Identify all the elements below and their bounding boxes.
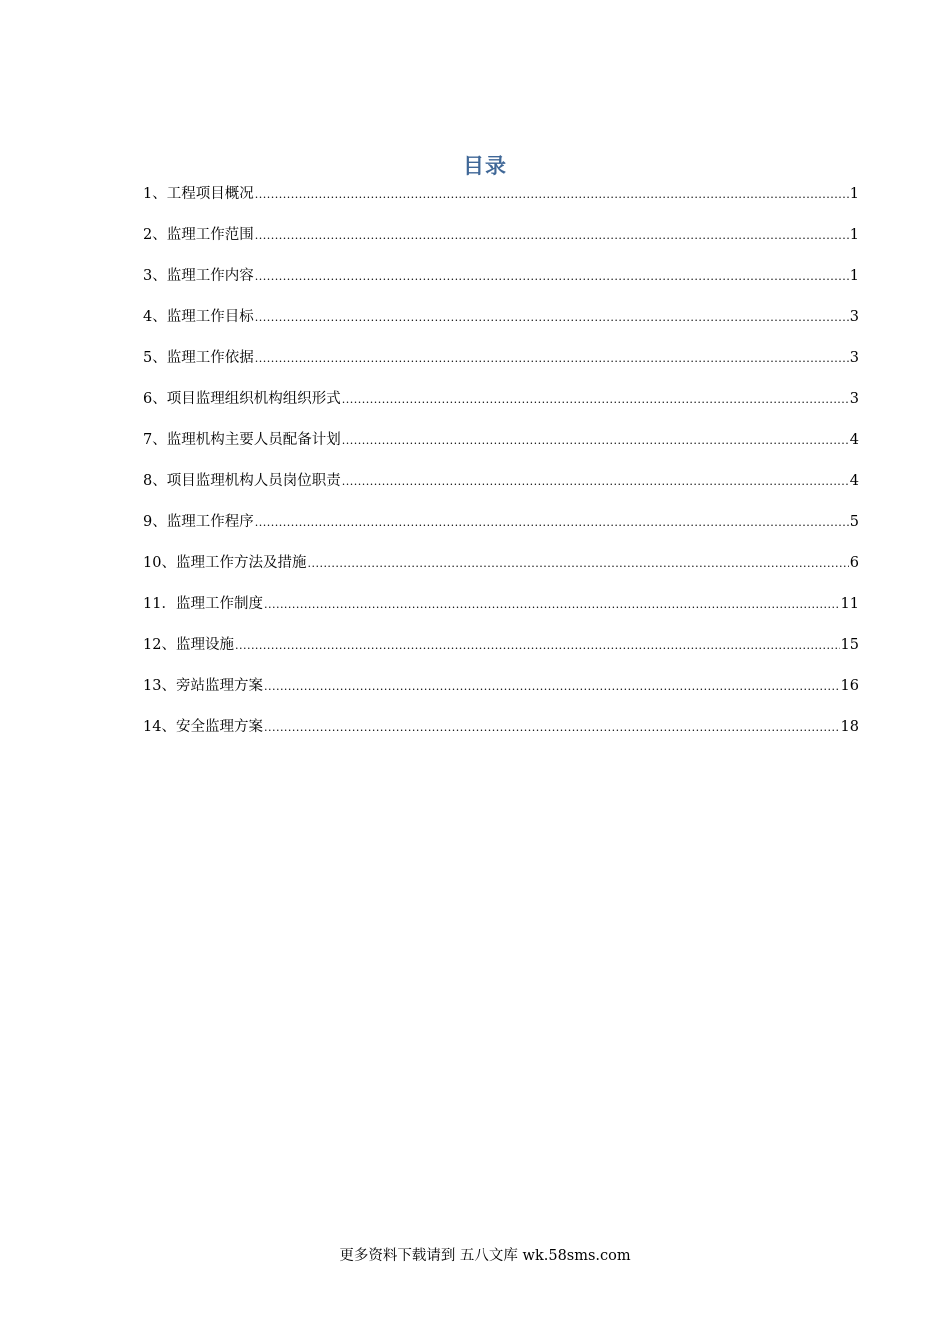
toc-entry-label: 12、监理设施 <box>143 637 234 653</box>
toc-dot-leader <box>264 675 840 699</box>
toc-entry-page: 3 <box>849 350 859 366</box>
toc-dot-leader <box>264 716 840 740</box>
toc-entry-label: 11．监理工作制度 <box>143 596 263 612</box>
toc-entry[interactable] <box>143 264 859 305</box>
toc-entry-label: 6、项目监理组织机构组织形式 <box>143 391 341 407</box>
toc-entry[interactable] <box>143 469 859 510</box>
toc-entry-page: 5 <box>849 514 859 530</box>
toc-entry-label: 9、监理工作程序 <box>143 514 254 530</box>
toc-entry-label: 7、监理机构主要人员配备计划 <box>143 432 341 448</box>
toc-dot-leader <box>342 429 849 453</box>
toc-dot-leader <box>342 470 849 494</box>
toc-entry-label: 2、监理工作范围 <box>143 227 254 243</box>
toc-entry-label: 8、项目监理机构人员岗位职责 <box>143 473 341 489</box>
toc-entry-label: 13、旁站监理方案 <box>143 678 263 694</box>
toc-title: 目录 <box>463 154 507 178</box>
toc-dot-leader <box>235 634 840 658</box>
toc-entry[interactable] <box>143 346 859 387</box>
toc-entry[interactable] <box>143 223 859 264</box>
toc-entry-page: 3 <box>849 391 859 407</box>
toc-entry-page: 15 <box>840 637 859 653</box>
toc-dot-leader <box>255 347 849 371</box>
toc-entry[interactable] <box>143 305 859 346</box>
toc-entry-label: 1、工程项目概况 <box>143 186 254 202</box>
toc-entry-label: 14、安全监理方案 <box>143 719 263 735</box>
toc-entry-page: 1 <box>849 186 859 202</box>
toc-entry-page: 1 <box>849 268 859 284</box>
toc-entry[interactable] <box>143 428 859 469</box>
toc-entry-page: 1 <box>849 227 859 243</box>
toc-dot-leader <box>255 183 849 207</box>
toc-entry[interactable] <box>143 551 859 592</box>
toc-entry-label: 5、监理工作依据 <box>143 350 254 366</box>
toc-entry-page: 3 <box>849 309 859 325</box>
toc-entry-label: 10、监理工作方法及措施 <box>143 555 307 571</box>
toc-entry-label: 3、监理工作内容 <box>143 268 254 284</box>
toc-dot-leader <box>307 552 848 576</box>
toc-entry[interactable] <box>143 715 859 756</box>
toc-dot-leader <box>342 388 849 412</box>
toc-entry[interactable] <box>143 510 859 551</box>
toc-entry-page: 16 <box>840 678 859 694</box>
toc-list <box>143 182 859 756</box>
toc-entry[interactable] <box>143 592 859 633</box>
toc-dot-leader <box>255 511 849 535</box>
toc-dot-leader <box>255 306 849 330</box>
toc-dot-leader <box>255 265 849 289</box>
toc-entry[interactable] <box>143 387 859 428</box>
page-footer: 更多资料下载请到 五八文库 wk.58sms.com <box>339 1248 631 1264</box>
toc-entry-page: 4 <box>849 473 859 489</box>
toc-entry-label: 4、监理工作目标 <box>143 309 254 325</box>
toc-entry-page: 11 <box>840 596 859 612</box>
toc-entry[interactable] <box>143 182 859 223</box>
toc-dot-leader <box>255 224 849 248</box>
toc-entry-page: 6 <box>849 555 859 571</box>
toc-entry-page: 4 <box>849 432 859 448</box>
toc-entry[interactable] <box>143 674 859 715</box>
toc-dot-leader <box>264 593 840 617</box>
toc-entry-page: 18 <box>840 719 859 735</box>
toc-entry[interactable] <box>143 633 859 674</box>
